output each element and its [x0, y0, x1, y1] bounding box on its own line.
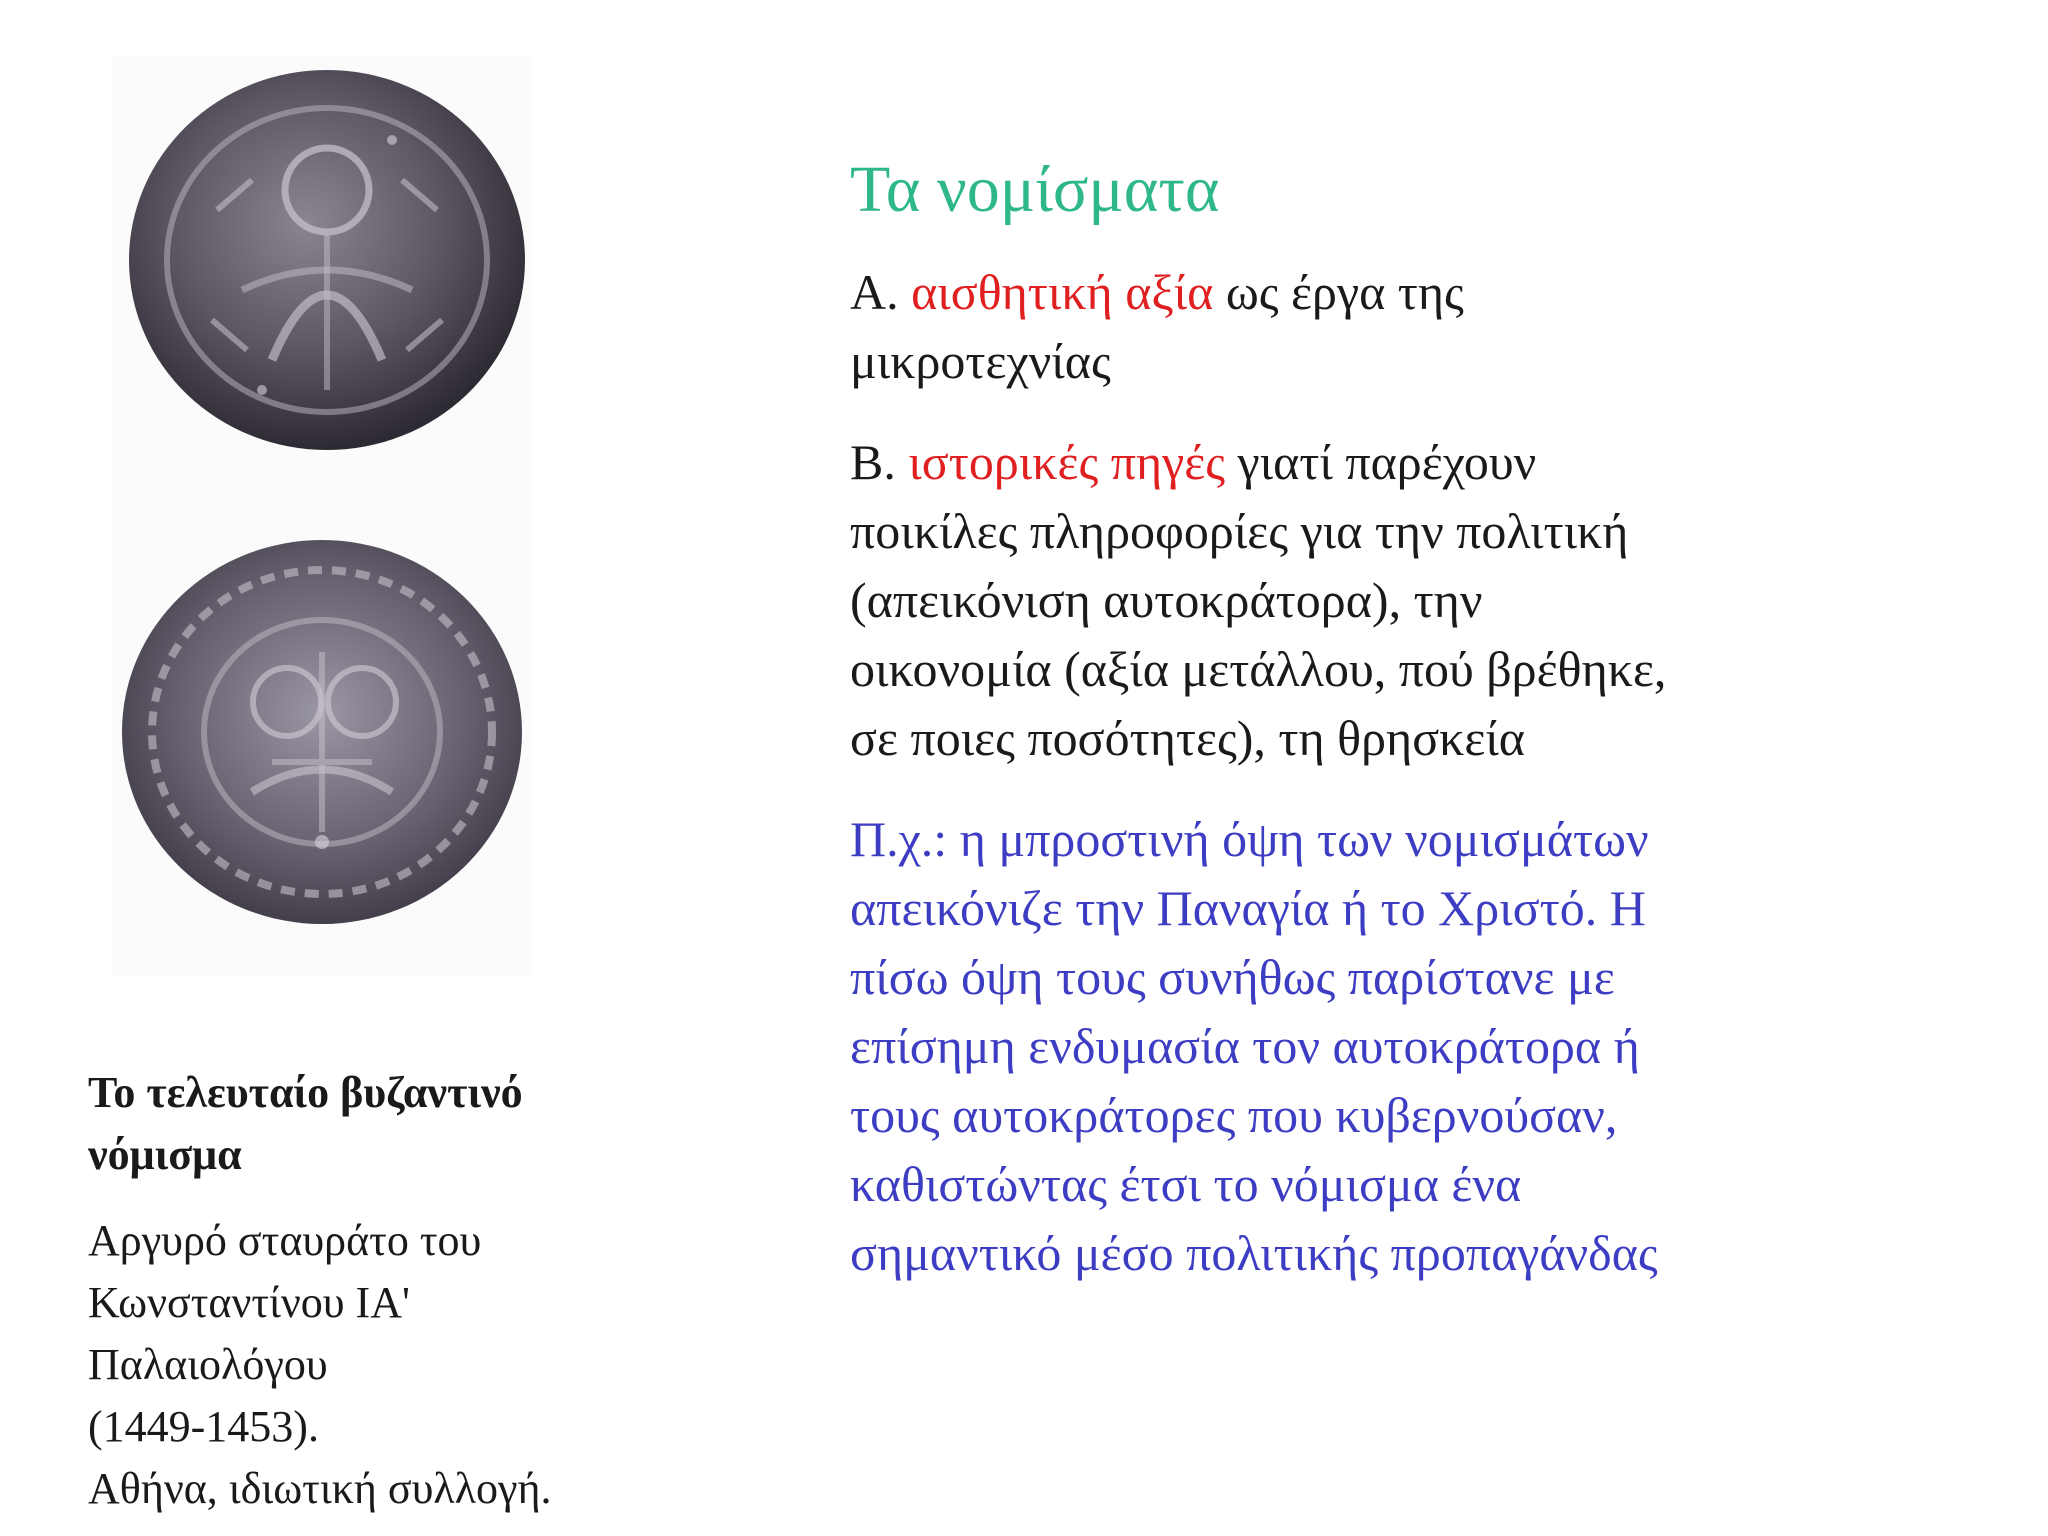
- caption-description: [88, 1210, 648, 1520]
- point-b-rest: γιατί παρέχουν: [1225, 434, 1537, 490]
- point-b-prefix: Β.: [850, 434, 909, 490]
- caption-title: [88, 1062, 648, 1186]
- point-a-highlight: αισθητική αξία: [911, 264, 1214, 320]
- point-b-line: (απεικόνιση αυτοκράτορα), την: [850, 572, 1483, 628]
- point-b-highlight: ιστορικές πηγές: [908, 434, 1226, 490]
- caption-title-line: νόμισμα: [88, 1130, 242, 1179]
- point-a-line-2: μικροτεχνίας: [850, 333, 1111, 389]
- page-title: Τα νομίσματα: [850, 153, 1220, 226]
- point-b-line: ποικίλες πληροφορίες για την πολιτική: [850, 503, 1629, 559]
- caption-title-line: Το τελευταίο βυζαντινό: [88, 1068, 523, 1117]
- example-line: απεικόνιζε την Παναγία ή το Χριστό. Η: [850, 880, 1646, 936]
- caption-line: (1449-1453).: [88, 1402, 319, 1451]
- point-a-rest: ως έργα της: [1213, 264, 1464, 320]
- main-content: [850, 150, 1990, 1288]
- point-a-line-1: [850, 258, 1990, 327]
- point-a: [850, 258, 1990, 396]
- example-paragraph: [850, 805, 1990, 1288]
- point-b: [850, 428, 1990, 773]
- caption-line: Παλαιολόγου: [88, 1340, 328, 1389]
- example-line: τους αυτοκράτορες που κυβερνούσαν,: [850, 1087, 1618, 1143]
- caption-line: Κωνσταντίνου ΙΑ': [88, 1278, 410, 1327]
- point-b-line-1: [850, 428, 1990, 497]
- example-line: σημαντικό μέσο πολιτικής προπαγάνδας: [850, 1225, 1658, 1281]
- point-a-prefix: Α.: [850, 264, 912, 320]
- example-line: καθιστώντας έτσι το νόμισμα ένα: [850, 1156, 1522, 1212]
- coin-caption: [88, 1062, 648, 1520]
- silver-coin-christ-icon: [122, 60, 532, 460]
- point-b-line: οικονομία (αξία μετάλλου, πού βρέθηκε,: [850, 641, 1667, 697]
- example-line: επίσημη ενδυμασία τον αυτοκράτορα ή: [850, 1018, 1640, 1074]
- example-line: Π.χ.: η μπροστινή όψη των νομισμάτων: [850, 811, 1649, 867]
- caption-line: Αθήνα, ιδιωτική συλλογή.: [88, 1464, 552, 1513]
- example-line: πίσω όψη τους συνήθως παρίστανε με: [850, 949, 1615, 1005]
- silver-coin-emperor-icon: [112, 532, 532, 932]
- caption-line: Αργυρό σταυράτο του: [88, 1216, 482, 1265]
- point-b-line: σε ποιες ποσότητες), τη θρησκεία: [850, 710, 1525, 766]
